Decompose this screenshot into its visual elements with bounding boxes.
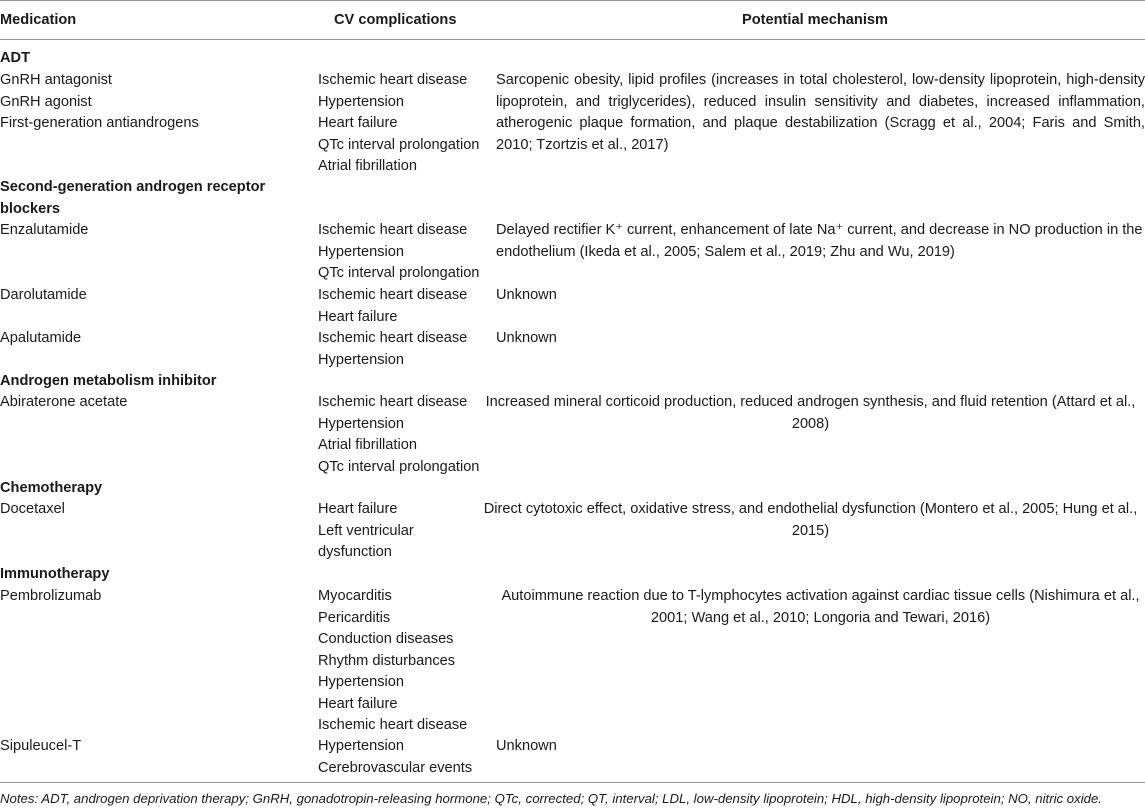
complications-text: Ischemic heart disease Heart failure	[318, 287, 468, 325]
mechanism-cell: Sarcopenic obesity, lipid profiles (increases in total cholesterol, low-density lipoprotein, high-density lipoprotein, and triglycerides), reduced insulin sensitivity and diabetes, increased inflammation, atherogenic plaque formation, and plaque destabilization (Scragg et al., 2004; Faris and Smith, 2010; Tzortzis et al., 2017)	[496, 72, 1145, 153]
complications-cell	[318, 70, 488, 178]
section-label: Androgen metabolism inhibitor	[0, 373, 217, 389]
medication-cell: Darolutamide	[0, 287, 87, 303]
medication-cell: Enzalutamide	[0, 222, 89, 238]
complications-cell	[318, 285, 488, 328]
complications-cell	[318, 220, 488, 285]
medication-cell: Sipuleucel-T	[0, 738, 82, 754]
medication-cell: Pembrolizumab	[0, 588, 102, 604]
complications-cell	[318, 328, 488, 371]
complications-text: Ischemic heart disease Hypertension Atrial fibrillation QTc interval prolongation	[318, 394, 480, 475]
complications-text: Heart failure Left ventricular dysfunction	[318, 501, 414, 560]
medication-cell	[0, 70, 310, 135]
complications-cell	[318, 736, 488, 779]
header-potential-mechanism: Potential mechanism	[742, 12, 888, 28]
mechanism-cell: Delayed rectifier K⁺ current, enhancement of late Na⁺ current, and decrease in NO production in the endothelium (Ikeda et al., 2005; Salem et al., 2019; Zhu and Wu, 2019)	[496, 222, 1143, 260]
section-label: Second-generation androgen receptor blockers	[0, 179, 266, 217]
section-label: Immunotherapy	[0, 566, 110, 582]
table-header	[0, 0, 1145, 39]
medication-text: GnRH antagonist GnRH agonist First-generation antiandrogens	[0, 72, 199, 131]
complications-text: Myocarditis Pericarditis Conduction diseases Rhythm disturbances Hypertension Heart failure Ischemic heart disease	[318, 588, 468, 733]
mechanism-cell: Autoimmune reaction due to T-lymphocytes activation against cardiac tissue cells (Nishimura et al., 2001; Wang et al., 2010; Longoria and Tewari, 2016)	[501, 588, 1140, 626]
complications-text: Hypertension Cerebrovascular events	[318, 738, 473, 776]
mechanism-cell: Unknown	[496, 287, 557, 303]
medication-cell: Apalutamide	[0, 330, 82, 346]
complications-cell	[318, 586, 488, 737]
mechanism-cell: Unknown	[496, 330, 557, 346]
mechanism-cell: Unknown	[496, 738, 557, 754]
header-rule	[0, 39, 1145, 40]
mechanism-cell: Direct cytotoxic effect, oxidative stress, and endothelial dysfunction (Montero et al., 2005; Hung et al., 2015)	[483, 501, 1138, 539]
medication-cell: Docetaxel	[0, 501, 65, 517]
mechanism-cell: Increased mineral corticoid production, reduced androgen synthesis, and fluid retention (Attard et al., 2008)	[485, 394, 1136, 432]
header-medication: Medication	[0, 12, 77, 28]
complications-text: Ischemic heart disease Hypertension Heart failure QTc interval prolongation Atrial fibrillation	[318, 72, 480, 174]
complications-cell	[318, 499, 488, 564]
medication-cell: Abiraterone acetate	[0, 394, 128, 410]
table-bottom-rule	[0, 782, 1145, 783]
complications-cell	[318, 392, 488, 478]
table-notes: Notes: ADT, androgen deprivation therapy; GnRH, gonadotropin-releasing hormone; QTc, corrected; QT, interval; LDL, low-density lipoprotein; HDL, high-density lipoprotein; NO, nitric oxide.	[0, 791, 1102, 806]
section-label: ADT	[0, 50, 30, 66]
complications-text: Ischemic heart disease Hypertension QTc interval prolongation	[318, 222, 480, 281]
header-cv-complications: CV complications	[334, 12, 457, 28]
section-label: Chemotherapy	[0, 480, 103, 496]
complications-text: Ischemic heart disease Hypertension	[318, 330, 468, 368]
